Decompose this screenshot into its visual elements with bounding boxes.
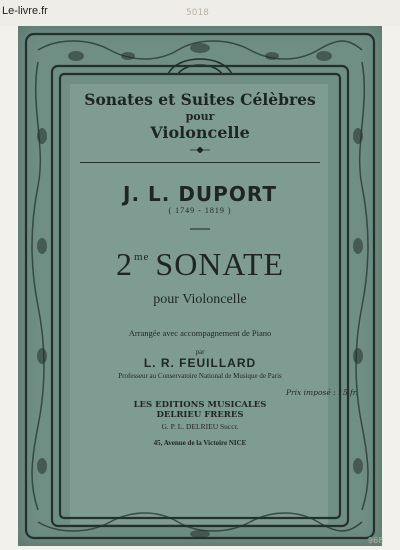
site-watermark-label: Le-livre.fr [2,5,48,17]
subtitle: pour Violoncelle [153,292,247,307]
publisher-brothers: DELRIEU FRERES [156,410,244,420]
pencil-note-top: 5018 [186,8,209,18]
publisher-address: 45, Avenue de la Victoire NICE [153,439,247,447]
score-cover [18,26,382,546]
title-word: SONATE [155,246,285,282]
publisher-name: LES EDITIONS MUSICALES [133,400,267,410]
work-title [18,246,382,283]
publisher-successor: G. P. L. DELRIEU Succr. [161,422,239,431]
composer-dates: ( 1749 - 1819 ) [168,206,232,215]
arrangement-note: Arrangée avec accompagnement de Piano [128,328,272,338]
pencil-note-bottom: 968 [368,536,384,545]
arranger-name: L. R. FEUILLARD [143,356,257,370]
small-dash-ornament [190,227,210,231]
divider-rule [80,162,320,163]
series-title: Sonates et Suites Célèbres [84,90,316,109]
par-label: par [195,348,205,356]
title-number: 2 [115,246,133,282]
price-label: Prix imposé : 15 fr. [286,388,358,397]
small-divider-ornament [190,147,210,153]
arranger-title: Professeur au Conservatoire National de Musique de Paris [118,372,282,380]
instrument-title: Violoncelle [150,123,250,142]
series-pour: pour [185,110,215,123]
composer-name: J. L. DUPORT [123,182,277,206]
footer-small-label [176,536,226,542]
title-superscript: me [133,251,150,263]
